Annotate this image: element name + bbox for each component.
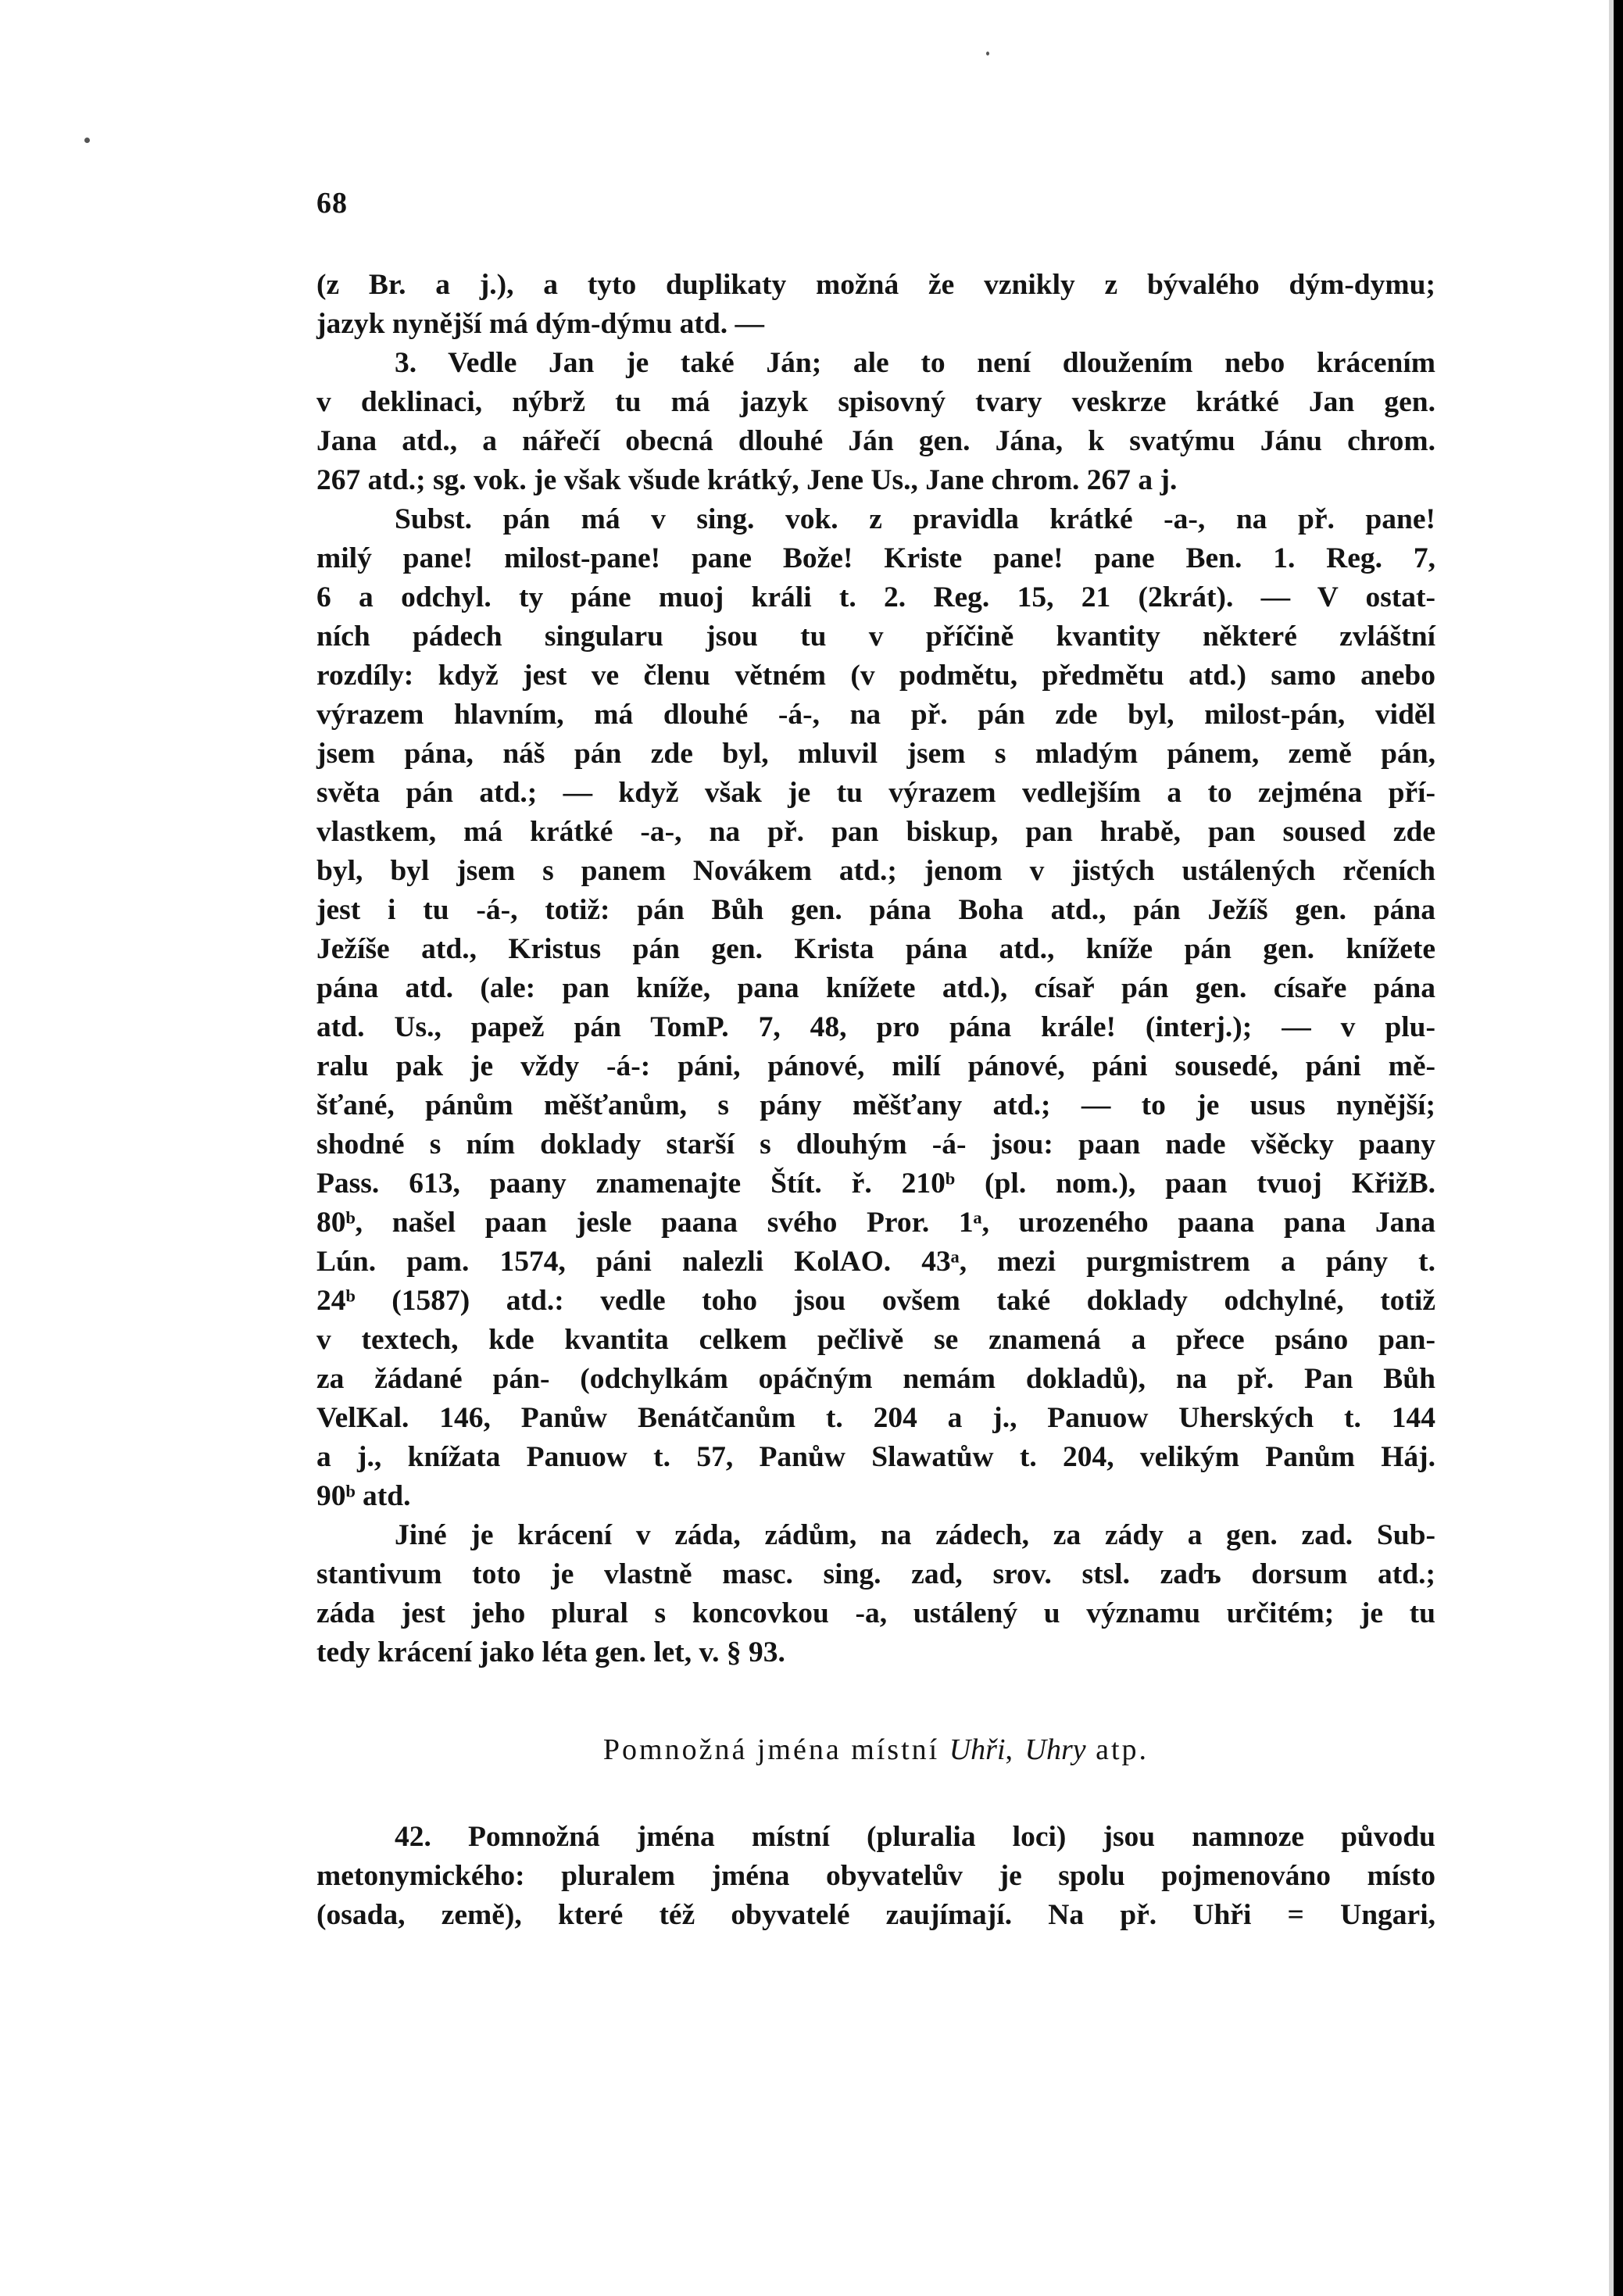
page-number: 68	[316, 187, 348, 220]
heading-prefix: Pomnožná jména místní	[602, 1733, 940, 1766]
heading-italic-uhri: Uhři	[949, 1733, 1006, 1766]
text-line: metonymického: pluralem jména obyvatelův je spolu pojmenováno místo	[316, 1860, 1435, 1892]
scan-speck	[84, 138, 90, 143]
text-line: 80ᵇ, našel paan jesle paana svého Pror. 1ᵃ, urozeného paana pana Jana	[316, 1207, 1435, 1239]
text-line: šťané, pánům měšťanům, s pány měšťany atd.; — to je usus nynější;	[316, 1089, 1435, 1121]
text-line: jazyk nynější má dým-dýmu atd. —	[316, 308, 764, 340]
text-line: 267 atd.; sg. vok. je však všude krátký, Jene Us., Jane chrom. 267 a j.	[316, 464, 1178, 496]
text-line: světa pán atd.; — když však je tu výrazem vedlejším a to zejména pří-	[316, 777, 1435, 809]
text-line: 42. Pomnožná jména místní (pluralia loci) jsou namnoze původu	[395, 1821, 1435, 1853]
text-line: pána atd. (ale: pan kníže, pana knížete atd.), císař pán gen. císaře pána	[316, 972, 1435, 1004]
scan-border	[1614, 0, 1623, 2296]
text-line: 24ᵇ (1587) atd.: vedle toho jsou ovšem také doklady odchylné, totiž	[316, 1285, 1435, 1317]
text-line: Jana atd., a nářečí obecná dlouhé Ján gen. Jána, k svatýmu Jánu chrom.	[316, 425, 1435, 457]
text-block	[316, 266, 1435, 1935]
text-line: shodné s ním doklady starší s dlouhým -á- jsou: paan nade všěcky paany	[316, 1128, 1435, 1161]
text-line: za žádané pán- (odchylkám opáčným nemám dokladů), na př. Pan Bůh	[316, 1363, 1435, 1395]
text-line: ních pádech singularu jsou tu v příčině kvantity některé zvláštní	[316, 620, 1435, 653]
text-line: Pass. 613, paany znamenajte Štít. ř. 210ᵇ (pl. nom.), paan tvuoj KřižB.	[316, 1168, 1435, 1200]
text-line: 90ᵇ atd.	[316, 1480, 411, 1512]
text-line: tedy krácení jako léta gen. let, v. § 93.	[316, 1636, 785, 1668]
section-42-text	[316, 1818, 1435, 1935]
text-line: rozdíly: když jest ve členu větném (v podmětu, předmětu atd.) samo anebo	[316, 660, 1435, 692]
text-line: (z Br. a j.), a tyto duplikaty možná že vznikly z bývalého dým-dymu;	[316, 269, 1435, 301]
body-text	[316, 266, 1435, 1672]
text-line: stantivum toto je vlastně masc. sing. zad, srov. stsl. zadъ dorsum atd.;	[316, 1558, 1435, 1590]
text-line: milý pane! milost-pane! pane Bože! Kriste pane! pane Ben. 1. Reg. 7,	[316, 542, 1435, 574]
text-line: vlastkem, má krátké -a-, na př. pan biskup, pan hrabě, pan soused zde	[316, 816, 1435, 848]
scan-speck	[986, 52, 989, 55]
text-line: jsem pána, náš pán zde byl, mluvil jsem s mladým pánem, země pán,	[316, 738, 1435, 770]
text-line: 3. Vedle Jan je také Ján; ale to není dloužením nebo krácením	[395, 347, 1435, 379]
text-line: záda jest jeho plural s koncovkou -a, ustálený u významu určitém; je tu	[316, 1597, 1435, 1629]
text-line: a j., knížata Panuow t. 57, Panůw Slawatůw t. 204, velikým Panům Háj.	[316, 1441, 1435, 1473]
text-line: Jiné je krácení v záda, zádům, na zádech, za zády a gen. zad. Sub-	[395, 1519, 1435, 1551]
heading-suffix: atp.	[1096, 1733, 1149, 1766]
heading-comma: ,	[1005, 1733, 1016, 1766]
text-line: VelKal. 146, Panůw Benátčanům t. 204 a j., Panuow Uherských t. 144	[316, 1402, 1435, 1434]
text-line: výrazem hlavním, má dlouhé -á-, na př. pán zde byl, milost-pán, viděl	[316, 699, 1435, 731]
text-line: atd. Us., papež pán TomP. 7, 48, pro pána krále! (interj.); — v plu-	[316, 1011, 1435, 1043]
text-line: Ježíše atd., Kristus pán gen. Krista pána atd., kníže pán gen. knížete	[316, 933, 1435, 965]
text-line: v deklinaci, nýbrž tu má jazyk spisovný tvary veskrze krátké Jan gen.	[316, 386, 1435, 418]
text-line: Lún. pam. 1574, páni nalezli KolAO. 43ᵃ, mezi purgmistrem a pány t.	[316, 1246, 1435, 1278]
section-heading	[316, 1730, 1435, 1769]
text-line: (osada, země), které též obyvatelé zaujímají. Na př. Uhři = Ungari,	[316, 1899, 1435, 1931]
text-line: Subst. pán má v sing. vok. z pravidla krátké -a-, na př. pane!	[395, 503, 1435, 535]
text-line: ralu pak je vždy -á-: páni, pánové, milí pánové, páni sousedé, páni mě-	[316, 1050, 1435, 1082]
heading-italic-uhry: Uhry	[1024, 1733, 1086, 1766]
text-line: v textech, kde kvantita celkem pečlivě se znamená a přece psáno pan-	[316, 1324, 1435, 1356]
text-line: jest i tu -á-, totiž: pán Bůh gen. pána Boha atd., pán Ježíš gen. pána	[316, 894, 1435, 926]
text-line: 6 a odchyl. ty páne muoj králi t. 2. Reg. 15, 21 (2krát). — V ostat-	[316, 581, 1435, 613]
text-line: byl, byl jsem s panem Novákem atd.; jenom v jistých ustálených rčeních	[316, 855, 1435, 887]
